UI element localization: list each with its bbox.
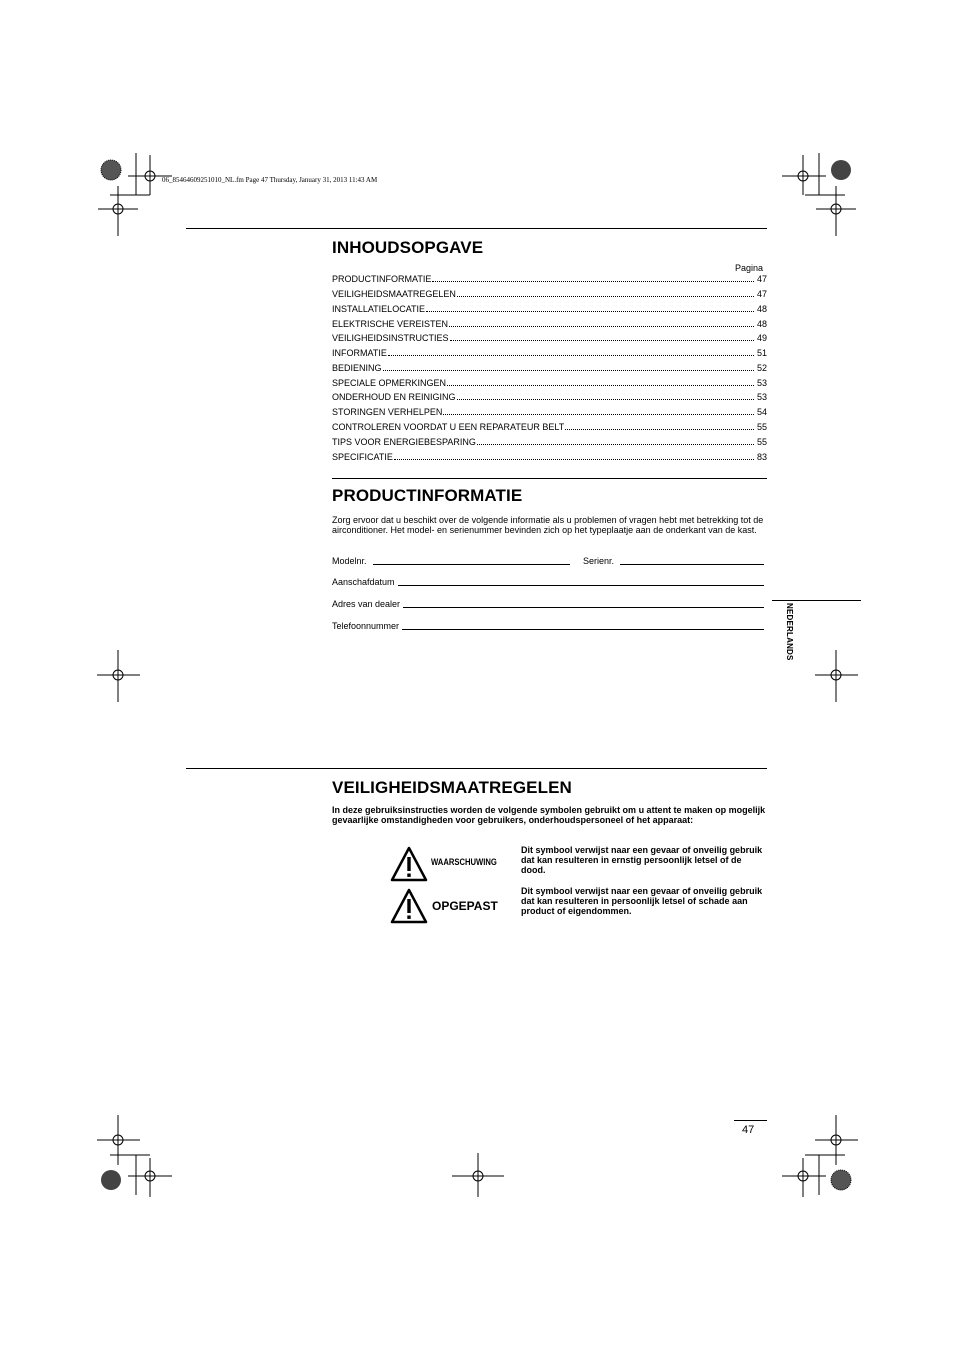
toc-leader <box>388 354 754 356</box>
toc-entry-label: ONDERHOUD EN REINIGING <box>332 392 456 402</box>
caution-triangle-icon <box>390 888 428 924</box>
toc-entry-page: 48 <box>756 304 767 314</box>
toc-entry[interactable] <box>332 388 767 402</box>
toc-entry-label: INSTALLATIELOCATIE <box>332 304 426 314</box>
toc-title: INHOUDSOPGAVE <box>332 238 484 257</box>
toc-entry[interactable] <box>332 418 767 432</box>
toc-entry[interactable] <box>332 315 767 329</box>
product-info-intro: Zorg ervoor dat u beschikt over de volgende informatie als u problemen of vragen hebt met betrekking tot de airconditioner. Het model- en serienummer bevinden zich op het typeplaatje aan de onderkant van de kast. <box>332 515 764 535</box>
warning-triangle-icon <box>390 846 428 882</box>
phone-number-field[interactable] <box>332 621 764 631</box>
toc-entry-label: VEILIGHEIDSMAATREGELEN <box>332 289 456 299</box>
toc-page-header: Pagina <box>735 263 764 273</box>
toc-entry-label: BEDIENING <box>332 363 382 373</box>
toc-entry-page: 53 <box>756 378 767 388</box>
dealer-address-line <box>403 606 764 608</box>
toc-entry[interactable] <box>332 270 767 284</box>
toc-entry[interactable] <box>332 359 767 373</box>
toc-entry-page: 83 <box>756 452 767 462</box>
model-number-line <box>373 563 570 565</box>
dealer-address-label: Adres van dealer <box>332 599 401 609</box>
toc-entry[interactable] <box>332 285 767 299</box>
toc-entry-page: 51 <box>756 348 767 358</box>
toc-entry-page: 53 <box>756 392 767 402</box>
toc-entry-page: 54 <box>756 407 767 417</box>
warning-description: Dit symbool verwijst naar een gevaar of onveilig gebruik dat kan resulteren in ernstig persoonlijk letsel of de dood. <box>521 845 763 875</box>
section-divider <box>332 478 767 479</box>
toc-leader <box>383 369 754 371</box>
caution-label: OPGEPAST <box>432 899 498 913</box>
caution-description: Dit symbool verwijst naar een gevaar of onveilig gebruik dat kan resulteren in persoonlijk letsel of schade aan product of eigendommen. <box>521 886 763 916</box>
toc-leader <box>477 443 754 445</box>
serial-number-field[interactable] <box>583 556 764 566</box>
toc-entry-label: ELEKTRISCHE VEREISTEN <box>332 319 449 329</box>
toc-entry-label: SPECIFICATIE <box>332 452 393 462</box>
toc-entry-label: SPECIALE OPMERKINGEN <box>332 378 447 388</box>
toc-leader <box>447 384 754 386</box>
serial-number-label: Serienr. <box>583 556 615 566</box>
page-number-rule <box>734 1120 767 1121</box>
toc-entry-label: INFORMATIE <box>332 348 387 358</box>
section-divider <box>186 228 767 229</box>
toc-entry-page: 49 <box>756 333 767 343</box>
toc-entry-label: TIPS VOOR ENERGIEBESPARING <box>332 437 476 447</box>
toc-entry-page: 47 <box>756 274 767 284</box>
toc-leader <box>449 325 754 327</box>
toc-leader <box>443 413 754 415</box>
phone-number-label: Telefoonnummer <box>332 621 400 631</box>
toc-entry-page: 47 <box>756 289 767 299</box>
toc-entry[interactable] <box>332 329 767 343</box>
toc-entry[interactable] <box>332 403 767 417</box>
model-number-label: Modelnr. <box>332 556 367 566</box>
purchase-date-field[interactable] <box>332 577 764 587</box>
toc-entry-page: 55 <box>756 437 767 447</box>
toc-leader <box>457 398 754 400</box>
toc-leader <box>565 428 754 430</box>
safety-intro: In deze gebruiksinstructies worden de volgende symbolen gebruikt om u attent te maken op mogelijk gevaarlijke omstandigheden voor gebruikers, onderhoudspersoneel of het apparaat: <box>332 805 766 825</box>
toc-leader <box>450 339 754 341</box>
toc-entry-label: PRODUCTINFORMATIE <box>332 274 432 284</box>
product-info-title: PRODUCTINFORMATIE <box>332 486 523 505</box>
language-side-label: NEDERLANDS <box>785 603 794 661</box>
toc-entry-page: 48 <box>756 319 767 329</box>
toc-entry-label: STORINGEN VERHELPEN <box>332 407 443 417</box>
toc-entry-label: VEILIGHEIDSINSTRUCTIES <box>332 333 449 343</box>
toc-entry[interactable] <box>332 300 767 314</box>
toc-leader <box>457 295 754 297</box>
file-header-note: 06_85464609251010_NL.fm Page 47 Thursday, January 31, 2013 11:43 AM <box>162 176 378 184</box>
toc-entry-page: 52 <box>756 363 767 373</box>
page-number: 47 <box>742 1124 755 1136</box>
dealer-address-field[interactable] <box>332 599 764 609</box>
toc-entry-page: 55 <box>756 422 767 432</box>
toc-entry[interactable] <box>332 374 767 388</box>
warning-label: WAARSCHUWING <box>431 857 497 867</box>
serial-number-line <box>620 563 764 565</box>
model-number-field[interactable] <box>332 556 570 566</box>
toc-leader <box>426 310 754 312</box>
safety-title: VEILIGHEIDSMAATREGELEN <box>332 778 572 797</box>
purchase-date-label: Aanschafdatum <box>332 577 395 587</box>
toc-entry[interactable] <box>332 344 767 358</box>
section-divider <box>186 768 767 769</box>
purchase-date-line <box>398 584 764 586</box>
toc-entry-label: CONTROLEREN VOORDAT U EEN REPARATEUR BELT <box>332 422 565 432</box>
toc-entry[interactable] <box>332 433 767 447</box>
toc-leader <box>394 458 754 460</box>
phone-number-line <box>402 628 764 630</box>
toc-entry[interactable] <box>332 448 767 462</box>
toc-leader <box>432 280 754 282</box>
